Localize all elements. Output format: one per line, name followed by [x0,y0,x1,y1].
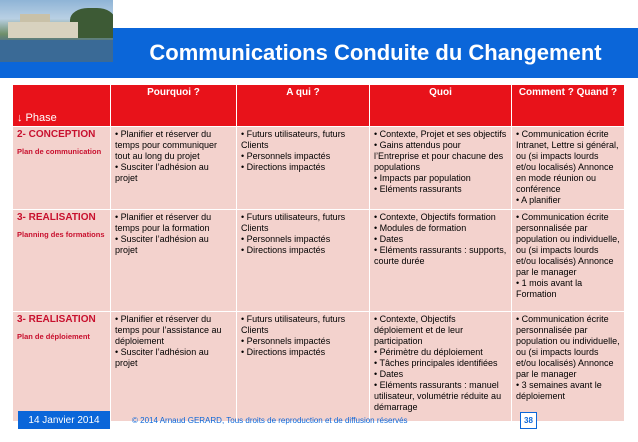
phase-subtitle: Plan de déploiement [17,332,90,341]
bullet-item: • Directions impactés [241,347,326,357]
bullet-item: • Directions impactés [241,245,326,255]
cell-comment [512,312,625,422]
photo-building [8,22,78,38]
bullet-item: • Planifier et réserver du temps pour la formation [115,212,212,233]
phase-name: 2- CONCEPTION [17,129,96,140]
page-title: Communications Conduite du Changement [149,40,602,65]
bullet-item: • Communication écrite Intranet, Lettre si général, ou (si impacts lourds et/ou localisés) Annonce en mode réunion ou conférence [516,129,619,194]
bullet-item: • Susciter l’adhésion au projet [115,347,209,368]
table-row [13,312,625,422]
bullet-item: • Impacts par population [374,173,471,183]
bullet-item: • Futurs utilisateurs, futurs Clients [241,129,346,150]
header-a-qui: A qui ? [237,85,370,127]
phase-subtitle: Plan de communication [17,147,102,156]
phase-name: 3- REALISATION [17,212,96,223]
cell-comment [512,210,625,312]
bullet-item: • Dates [374,234,404,244]
phase-cell [13,312,111,422]
table-header-row [13,85,625,127]
header-pourquoi: Pourquoi ? [111,85,237,127]
bullet-item: • A planifier [516,195,561,205]
bullet-item: • Eléments rassurants : manuel utilisateur, volumétrie réduite au démarrage [374,380,502,412]
cell-a-qui [237,127,370,210]
header-phase: ↓ Phase [13,85,111,127]
bullet-item: • Contexte, Objectifs formation [374,212,496,222]
header-comment: Comment ? Quand ? [512,85,625,127]
bullet-item: • Susciter l’adhésion au projet [115,234,209,255]
cell-quoi [370,312,512,422]
bullet-item: • Communication écrite personnalisée par population ou individuelle, ou (si impacts lourds et/ou localisés) Annonce par le manager [516,314,620,379]
cell-pourquoi [111,210,237,312]
cell-pourquoi [111,127,237,210]
phase-cell [13,127,111,210]
communications-table [12,84,625,422]
phase-cell [13,210,111,312]
bullet-item: • Gains attendus pour l’Entreprise et pour chacune des populations [374,140,504,172]
cell-a-qui [237,210,370,312]
header-quoi: Quoi [370,85,512,127]
bullet-item: • Tâches principales identifiées [374,358,498,368]
cell-pourquoi [111,312,237,422]
bullet-item: • Personnels impactés [241,336,331,346]
bullet-item: • Périmètre du déploiement [374,347,483,357]
table-row [13,127,625,210]
bullet-item: • Susciter l’adhésion au projet [115,162,209,183]
bullet-item: • Personnels impactés [241,234,331,244]
header-photo [0,0,113,62]
bullet-item: • Planifier et réserver du temps pour l’assistance au déploiement [115,314,222,346]
bullet-item: • Eléments rassurants [374,184,462,194]
bullet-item: • Personnels impactés [241,151,331,161]
bullet-item: • Communication écrite personnalisée par population ou individuelle, ou (si impacts lourds et/ou localisés) Annonce par le manager [516,212,620,277]
bullet-item: • Eléments rassurants : supports, courte durée [374,245,507,266]
title-banner [113,28,638,78]
bullet-item: • Modules de formation [374,223,467,233]
header-accent-bar [0,62,113,78]
cell-quoi [370,210,512,312]
footer-date: 14 Janvier 2014 [18,411,110,429]
bullet-item: • Directions impactés [241,162,326,172]
cell-comment [512,127,625,210]
bullet-item: • 3 semaines avant le déploiement [516,380,602,401]
bullet-item: • Futurs utilisateurs, futurs Clients [241,212,346,233]
table-row [13,210,625,312]
bullet-item: • Contexte, Objectifs déploiement et de leur participation [374,314,464,346]
bullet-item: • Planifier et réserver du temps pour communiquer tout au long du projet [115,129,218,161]
photo-water [0,40,113,62]
page-number: 38 [520,412,537,429]
cell-a-qui [237,312,370,422]
phase-name: 3- REALISATION [17,314,96,325]
bullet-item: • Contexte, Projet et ses objectifs [374,129,507,139]
bullet-item: • 1 mois avant la Formation [516,278,583,299]
footer-copyright: © 2014 Arnaud GERARD, Tous droits de reproduction et de diffusion réservés [132,416,408,425]
cell-quoi [370,127,512,210]
phase-subtitle: Planning des formations [17,230,105,239]
bullet-item: • Dates [374,369,404,379]
down-arrow-icon: ↓ [17,112,23,124]
bullet-item: • Futurs utilisateurs, futurs Clients [241,314,346,335]
